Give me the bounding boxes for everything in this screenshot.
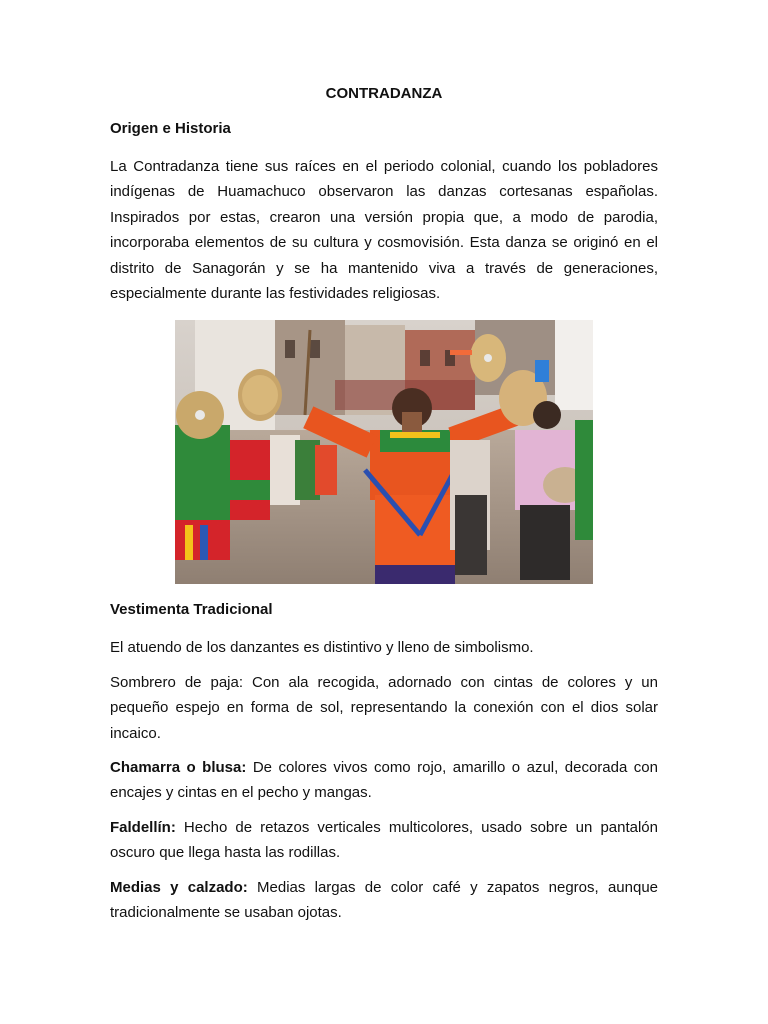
text-faldellin: Hecho de retazos verticales multicolores, usado sobre un pantalón oscuro que llega hasta las rodillas. [110, 818, 658, 862]
text-chamarra: De colores vivos como rojo, amarillo o azul, decorada con encajes y cintas en el pecho y mangas. [110, 759, 658, 802]
term-chamarra: Chamarra o blusa: [110, 759, 247, 777]
paragraph-chamarra [110, 755, 658, 806]
text-medias: Medias largas de color café y zapatos negros, aunque tradicionalmente se usaban ojotas. [110, 878, 659, 922]
paragraph-vestimenta-intro: El atuendo de los danzantes es distintivo y lleno de simbolismo. [110, 639, 534, 657]
paragraph-origen: La Contradanza tiene sus raíces en el periodo colonial, cuando los pobladores indígenas de Huamachuco observaron las danzas cortesanas españolas. Inspirados por estas, crearon una versión propia que, a modo de parodia, incorporaba elementos de su cultura y cosmovisión. Esta danza se originó en el distrito de Sanagorán y se ha mantenido viva a través de generaciones, especialmente durante las festividades religiosas. [110, 158, 658, 303]
paragraph-sombrero: Sombrero de paja: Con ala recogida, adornado con cintas de colores y un pequeño espejo en forma de sol, representando la conexión con el dios solar incaico. [110, 673, 658, 742]
paragraph-faldellin [110, 815, 658, 866]
photo-dancers-street-icon [175, 320, 593, 584]
paragraph-medias [110, 875, 658, 926]
section-heading-origen: Origen e Historia [110, 120, 231, 137]
term-medias: Medias y calzado: [110, 878, 248, 896]
section-heading-vestimenta: Vestimenta Tradicional [110, 601, 273, 619]
document-page [110, 84, 658, 935]
term-faldellin: Faldellín: [110, 818, 176, 836]
dance-photo [175, 320, 593, 584]
document-title: CONTRADANZA [325, 85, 443, 102]
